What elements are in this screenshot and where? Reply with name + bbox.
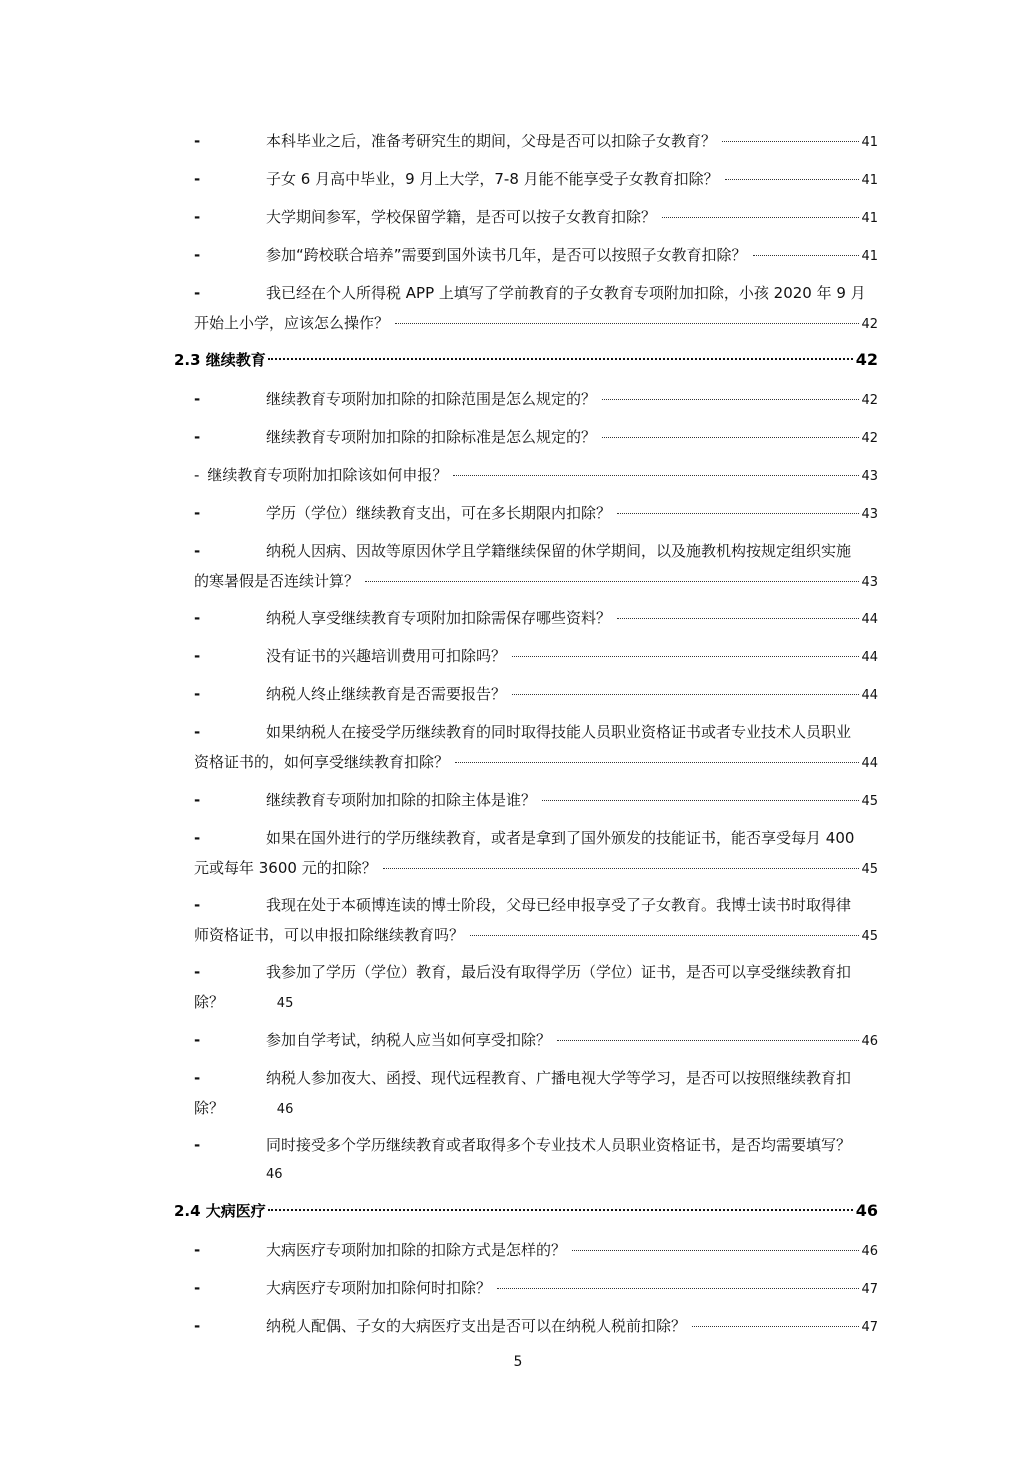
leader-dots xyxy=(268,1209,853,1211)
leader-dots xyxy=(617,618,859,619)
leader-dots xyxy=(395,323,859,324)
toc-entry-text-line1: 我已经在个人所得税 APP 上填写了学前教育的子女教育专项附加扣除，小孩 2020 年 9 月 xyxy=(266,284,866,302)
toc-entry-text: 继续教育专项附加扣除的扣除主体是谁？ xyxy=(266,791,537,809)
toc-entry[interactable] xyxy=(194,283,878,335)
toc-page-number: 45 xyxy=(861,862,878,877)
toc-entry-text-line1: 同时接受多个学历继续教育或者取得多个专业技术人员职业资格证书，是否均需要填写？ xyxy=(266,1136,852,1154)
toc-entry[interactable] xyxy=(194,427,878,447)
toc-page-number: 42 xyxy=(861,431,878,446)
toc-entry-text: 参加“跨校联合培养”需要到国外读书几年，是否可以按照子女教育扣除？ xyxy=(266,246,747,264)
toc-entry-text: 继续教育专项附加扣除该如何申报？ xyxy=(207,466,448,484)
leader-dots xyxy=(268,358,853,360)
leader-dots xyxy=(453,475,859,476)
leader-dots xyxy=(722,141,859,142)
toc-entry-text: 纳税人享受继续教育专项附加扣除需保存哪些资料？ xyxy=(266,609,612,627)
leader-dots xyxy=(497,1288,859,1289)
leader-dots xyxy=(365,581,859,582)
toc-entry-text: 没有证书的兴趣培训费用可扣除吗？ xyxy=(266,647,507,665)
toc-page-number: 46 xyxy=(855,1201,878,1220)
bullet-dash: - xyxy=(194,1279,201,1297)
toc-entry-text-line2: 除？ xyxy=(194,993,225,1011)
toc-section-heading[interactable] xyxy=(174,350,878,370)
toc-page-number: 44 xyxy=(861,756,878,771)
toc-entry[interactable] xyxy=(194,684,878,704)
bullet-dash: - xyxy=(194,896,201,914)
toc-page-number: 47 xyxy=(861,1320,878,1335)
bullet-dash: - xyxy=(194,791,201,809)
toc-page-number: 45 xyxy=(861,794,878,809)
bullet-dash: - xyxy=(194,829,201,847)
toc-entry-text: 继续教育专项附加扣除的扣除范围是怎么规定的？ xyxy=(266,390,597,408)
toc-entry[interactable] xyxy=(194,828,878,880)
toc-entry-text: 学历（学位）继续教育支出，可在多长期限内扣除？ xyxy=(266,504,612,522)
toc-entry-text: 子女 6 月高中毕业，9 月上大学，7-8 月能不能享受子女教育扣除？ xyxy=(266,170,719,188)
toc-entry[interactable] xyxy=(194,1316,878,1336)
bullet-dash: - xyxy=(194,390,201,408)
leader-dots xyxy=(617,513,859,514)
toc-entry-text: 参加自学考试，纳税人应当如何享受扣除？ xyxy=(266,1031,552,1049)
leader-dots xyxy=(557,1040,859,1041)
toc-page-number: 46 xyxy=(861,1034,878,1049)
toc-page-number: 45 xyxy=(861,929,878,944)
toc-page-number: 41 xyxy=(861,173,878,188)
toc-page-number: 47 xyxy=(861,1282,878,1297)
bullet-dash: - xyxy=(194,1317,201,1335)
bullet-dash: - xyxy=(194,963,201,981)
toc-entry-text-line2: 除？ xyxy=(194,1099,225,1117)
toc-entry-text: 大学期间参军，学校保留学籍，是否可以按子女教育扣除？ xyxy=(266,208,657,226)
toc-entry[interactable] xyxy=(194,465,878,485)
toc-entry-text-line2: 的寒暑假是否连续计算？ xyxy=(194,572,360,590)
toc-entry-text-line1: 我参加了学历（学位）教育，最后没有取得学历（学位）证书，是否可以享受继续教育扣 xyxy=(266,963,852,981)
bullet-dash: - xyxy=(194,428,201,446)
toc-entry-text-line2: 师资格证书，可以申报扣除继续教育吗？ xyxy=(194,926,465,944)
toc-entry[interactable] xyxy=(194,131,878,151)
bullet-dash: - xyxy=(194,1031,201,1049)
toc-entry[interactable] xyxy=(194,722,878,774)
toc-entry-text-line1: 如果纳税人在接受学历继续教育的同时取得技能人员职业资格证书或者专业技术人员职业 xyxy=(266,723,852,741)
leader-dots xyxy=(692,1326,859,1327)
toc-entry-text: 继续教育专项附加扣除的扣除标准是怎么规定的？ xyxy=(266,428,597,446)
leader-dots xyxy=(602,399,859,400)
toc-page-number: 45 xyxy=(276,996,294,1011)
bullet-dash: - xyxy=(194,1241,201,1259)
leader-dots xyxy=(725,179,860,180)
toc-section-heading[interactable] xyxy=(174,1201,878,1221)
leader-dots xyxy=(383,868,860,869)
toc-entry[interactable] xyxy=(194,646,878,666)
toc-entry[interactable] xyxy=(194,962,878,1014)
bullet-dash: - xyxy=(194,609,201,627)
toc-entry-text-line1: 纳税人参加夜大、函授、现代远程教育、广播电视大学等学习，是否可以按照继续教育扣 xyxy=(266,1069,852,1087)
toc-page-number: 43 xyxy=(861,575,878,590)
leader-dots xyxy=(542,800,859,801)
bullet-dash: - xyxy=(194,1136,201,1154)
leader-dots xyxy=(572,1250,859,1251)
toc-entry-text: 大病医疗专项附加扣除何时扣除？ xyxy=(266,1279,492,1297)
leader-dots xyxy=(662,217,859,218)
bullet-dash: - xyxy=(194,1069,201,1087)
toc-entry[interactable] xyxy=(194,503,878,523)
toc-entry[interactable] xyxy=(194,895,878,947)
toc-page-number: 41 xyxy=(861,211,878,226)
toc-page-number: 42 xyxy=(855,350,878,369)
toc-entry[interactable] xyxy=(194,169,878,189)
bullet-dash: - xyxy=(194,504,201,522)
bullet-dash: - xyxy=(194,685,201,703)
toc-entry[interactable] xyxy=(194,1068,878,1120)
toc-page-number: 46 xyxy=(276,1102,294,1117)
toc-entry[interactable] xyxy=(194,1135,878,1187)
bullet-dash: - xyxy=(194,132,201,150)
toc-page-number: 42 xyxy=(861,317,878,332)
bullet-dash: - xyxy=(194,466,200,484)
toc-page-number: 43 xyxy=(861,469,878,484)
section-title: 2.3 继续教育 xyxy=(174,351,266,369)
toc-page-number: 44 xyxy=(861,612,878,627)
toc-entry[interactable] xyxy=(194,1240,878,1260)
toc-entry-text: 本科毕业之后，准备考研究生的期间，父母是否可以扣除子女教育？ xyxy=(266,132,717,150)
bullet-dash: - xyxy=(194,542,201,560)
toc-page-number: 46 xyxy=(861,1244,878,1259)
bullet-dash: - xyxy=(194,246,201,264)
toc-entry[interactable] xyxy=(194,245,878,265)
toc-page-number: 46 xyxy=(266,1167,283,1182)
toc-entry-text: 纳税人终止继续教育是否需要报告？ xyxy=(266,685,507,703)
toc-page-number: 43 xyxy=(861,507,878,522)
bullet-dash: - xyxy=(194,723,201,741)
toc-entry[interactable] xyxy=(194,1030,878,1050)
page-number-footer: 5 xyxy=(513,1354,523,1370)
toc-entry-text: 大病医疗专项附加扣除的扣除方式是怎样的？ xyxy=(266,1241,567,1259)
toc-page-number: 42 xyxy=(861,393,878,408)
toc-page-number: 41 xyxy=(861,249,878,264)
leader-dots xyxy=(512,694,859,695)
leader-dots xyxy=(602,437,859,438)
bullet-dash: - xyxy=(194,284,201,302)
bullet-dash: - xyxy=(194,170,201,188)
toc-entry-text-line2: 资格证书的，如何享受继续教育扣除？ xyxy=(194,753,450,771)
toc-entry[interactable] xyxy=(194,207,878,227)
toc-entry-text-line2: 开始上小学，应该怎么操作？ xyxy=(194,314,390,332)
toc-entry-text: 纳税人配偶、子女的大病医疗支出是否可以在纳税人税前扣除？ xyxy=(266,1317,687,1335)
section-title: 2.4 大病医疗 xyxy=(174,1202,266,1220)
bullet-dash: - xyxy=(194,208,201,226)
toc-entry-text-line1: 我现在处于本硕博连读的博士阶段，父母已经申报享受了子女教育。我博士读书时取得律 xyxy=(266,896,852,914)
leader-dots xyxy=(512,656,859,657)
toc-entry[interactable] xyxy=(194,790,878,810)
toc-entry[interactable] xyxy=(194,1278,878,1298)
toc-page-number: 44 xyxy=(861,688,878,703)
bullet-dash: - xyxy=(194,647,201,665)
toc-page-number: 41 xyxy=(861,135,878,150)
toc-entry-text-line1: 纳税人因病、因故等原因休学且学籍继续保留的休学期间，以及施教机构按规定组织实施 xyxy=(266,542,852,560)
leader-dots xyxy=(470,935,859,936)
toc-entry[interactable] xyxy=(194,389,878,409)
leader-dots xyxy=(753,255,860,256)
toc-entry-text-line2: 元或每年 3600 元的扣除？ xyxy=(194,859,377,877)
toc-entry[interactable] xyxy=(194,541,878,593)
leader-dots xyxy=(455,762,859,763)
toc-entry-text-line1: 如果在国外进行的学历继续教育，或者是拿到了国外颁发的技能证书，能否享受每月 400 xyxy=(266,829,855,847)
toc-page-number: 44 xyxy=(861,650,878,665)
toc-entry[interactable] xyxy=(194,608,878,628)
